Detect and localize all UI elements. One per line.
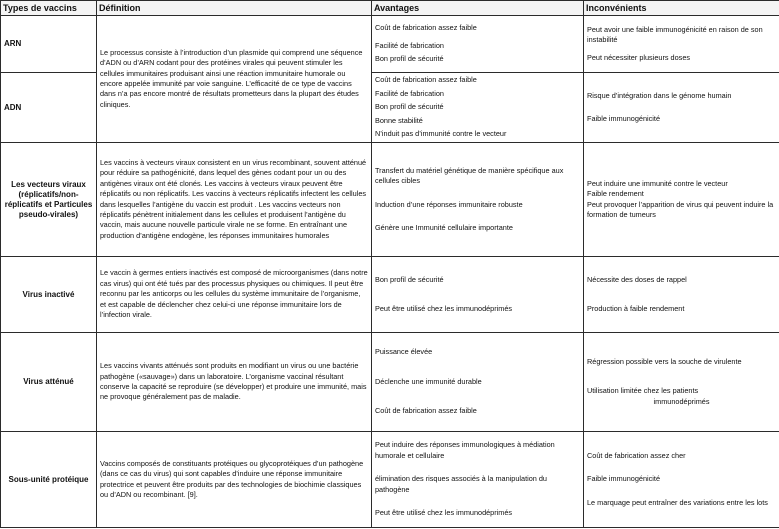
disadvantage-item: Peut avoir une faible immunogénicité en raison de son instabilité: [587, 24, 763, 45]
advantage-item: Coût de fabrication assez faible: [375, 75, 477, 85]
advantages-cell: [372, 333, 584, 432]
vaccine-type-cell: ADN: [1, 73, 97, 143]
definition-cell: [97, 333, 372, 432]
vaccine-type-cell: Sous-unité protéique: [1, 432, 97, 528]
definition-cell: [97, 143, 372, 257]
advantage-item: Facilité de fabrication: [375, 88, 444, 98]
advantages-cell: [372, 16, 584, 73]
definition-cell: [97, 432, 372, 528]
disadvantage-item: Production à faible rendement: [587, 304, 685, 313]
disadvantage-item: Coût de fabrication assez cher: [587, 450, 686, 460]
advantage-item: Bonne stabilité: [375, 115, 423, 125]
table-row: [1, 333, 779, 432]
disadvantage-item: Peut provoquer l’apparition de virus qui peuvent induire la formation de tumeurs: [587, 199, 774, 219]
disadvantage-item: Le marquage peut entraîner des variations entre les lots: [587, 497, 768, 507]
disadvantage-item: Régression possible vers la souche de virulente: [587, 356, 742, 366]
advantage-item: Facilité de fabrication: [375, 40, 444, 50]
advantage-item: Peut être utilisé chez les immunodéprimés: [375, 508, 513, 518]
advantages-cell: [372, 432, 584, 528]
table-row: [1, 257, 779, 333]
advantages-cell: [372, 257, 584, 333]
header-row: [1, 1, 779, 16]
advantage-item: élimination des risques associés à la manipulation du pathogène: [375, 474, 547, 494]
definition-text: Les vaccins vivants atténués sont produits en modifiant un virus ou une bactérie pathogène («sauvage») dans un laboratoire. L’organisme vaccinal résultant conserve la capacité se reproduire (se développer) et produire une immunité, mais ne provoque généralement pas de maladie.: [100, 361, 367, 402]
disadvantages-cell: [584, 73, 779, 143]
disadvantage-item: Nécessite des doses de rappel: [587, 274, 687, 284]
advantage-item: Induction d’une réponses immunitaire robuste: [375, 199, 523, 209]
advantage-item: Déclenche une immunité durable: [375, 376, 482, 386]
advantage-item: Peut être utilisé chez les immunodéprimés: [375, 304, 513, 313]
advantage-item: Puissance élevée: [375, 347, 433, 357]
vaccine-type-cell: ARN: [1, 16, 97, 73]
advantage-item: Bon profil de sécurité: [375, 274, 444, 284]
disadvantage-item: Peut induire une immunité contre le vecteur: [587, 178, 728, 188]
disadvantage-item: Peut nécessiter plusieurs doses: [587, 52, 691, 62]
advantage-item: Coût de fabrication assez faible: [375, 23, 477, 33]
advantages-cell: [372, 143, 584, 257]
table-row: [1, 16, 779, 73]
disadvantage-item: Faible rendement: [587, 189, 644, 199]
table-row: [1, 143, 779, 257]
disadvantages-cell: [584, 333, 779, 432]
disadvantages-cell: [584, 257, 779, 333]
definition-text: Le processus consiste à l’introduction d’un plasmide qui comprend une séquence d’ADN ou d’ARN codant pour des protéines virales qui peuvent stimuler les cellules immunitaires produisant ainsi une réaction immunitaire humorale ou encore appelée immunité par voie sanguine. L’efficacité de ce type de vaccins dans n’a pas encore montré de résultats prometteurs dans la plupart des études cliniques.: [100, 47, 363, 109]
definition-text: Le vaccin à germes entiers inactivés est composé de microorganismes (dans notre cas virus) qui ont été tués par des processus physiques ou chimiques. Il peut être reconnu par les anticorps ou les cellules du système immunitaire de l’organisme, et est capable de déclencher chez celui-ci une réponse immunitaire lors de l’infection virale.: [100, 268, 368, 320]
header-advantages: Avantages: [372, 1, 584, 16]
advantage-item: Génère une Immunité cellulaire importante: [375, 222, 513, 232]
disadvantage-item: Utilisation limitée chez les patients: [587, 386, 699, 396]
disadvantages-cell: [584, 432, 779, 528]
vaccine-type-cell: Virus inactivé: [1, 257, 97, 333]
advantage-item: N’induit pas d’immunité contre le vecteur: [375, 129, 507, 139]
advantages-cell: [372, 73, 584, 143]
disadvantages-cell: [584, 143, 779, 257]
disadvantage-item: Faible immunogénicité: [587, 474, 661, 484]
definition-text: Vaccins composés de constituants protéiques ou glycoprotéiques d’un pathogène (dans ce cas du virus) qui sont capables d’induire une réponse immunitaire protectrice et peuvent être produits par des technologies de biochimie classiques ou d’ADN ou recombinant. [9].: [100, 458, 364, 499]
header-disadvantages: Inconvénients: [584, 1, 779, 16]
vaccine-type-cell: Virus atténué: [1, 333, 97, 432]
disadvantage-item: Faible immunogénicité: [587, 114, 661, 123]
disadvantage-item: immunodéprimés: [653, 396, 710, 406]
header-definition: Définition: [97, 1, 372, 16]
header-types: Types de vaccins: [1, 1, 97, 16]
advantage-item: Bon profil de sécurité: [375, 54, 444, 64]
advantage-item: Peut induire des réponses immunologiques à médiation humorale et cellulaire: [375, 440, 555, 460]
definition-text: Les vaccins à vecteurs viraux consistent en un virus recombinant, souvent atténué pour réduire sa pathogénicité, dans lequel des gènes codant pour un ou des antigènes viraux ont été clonés. Les vaccins à vecteurs viraux peuvent être réplicatifs ou non réplicatifs. Les vaccins à vecteurs réplicatifs infectent les cellules dans lesquelles l’antigène du vaccin est produit . Les vaccins vecteurs non réplicatifs pénètrent initialement dans les cellules et produisent l’antigène du vaccin, mais aucune nouvelle particule virale ne se forme. En entraînant une production d’antigène endogène, les réponses immunitaires humorales: [100, 157, 367, 240]
advantage-item: Transfert du matériel génétique de manière spécifique aux cellules cibles: [375, 165, 564, 186]
disadvantage-item: Risque d’intégration dans le génome humain: [587, 90, 732, 100]
vaccine-type-cell: Les vecteurs viraux (réplicatifs/non-réplicatifs et Particules pseudo-virales): [1, 143, 97, 257]
advantage-item: Bon profil de sécurité: [375, 102, 444, 112]
table-row: [1, 432, 779, 528]
definition-cell: [97, 257, 372, 333]
advantage-item: Coût de fabrication assez faible: [375, 406, 477, 416]
definition-cell: [97, 16, 372, 143]
disadvantages-cell: [584, 16, 779, 73]
